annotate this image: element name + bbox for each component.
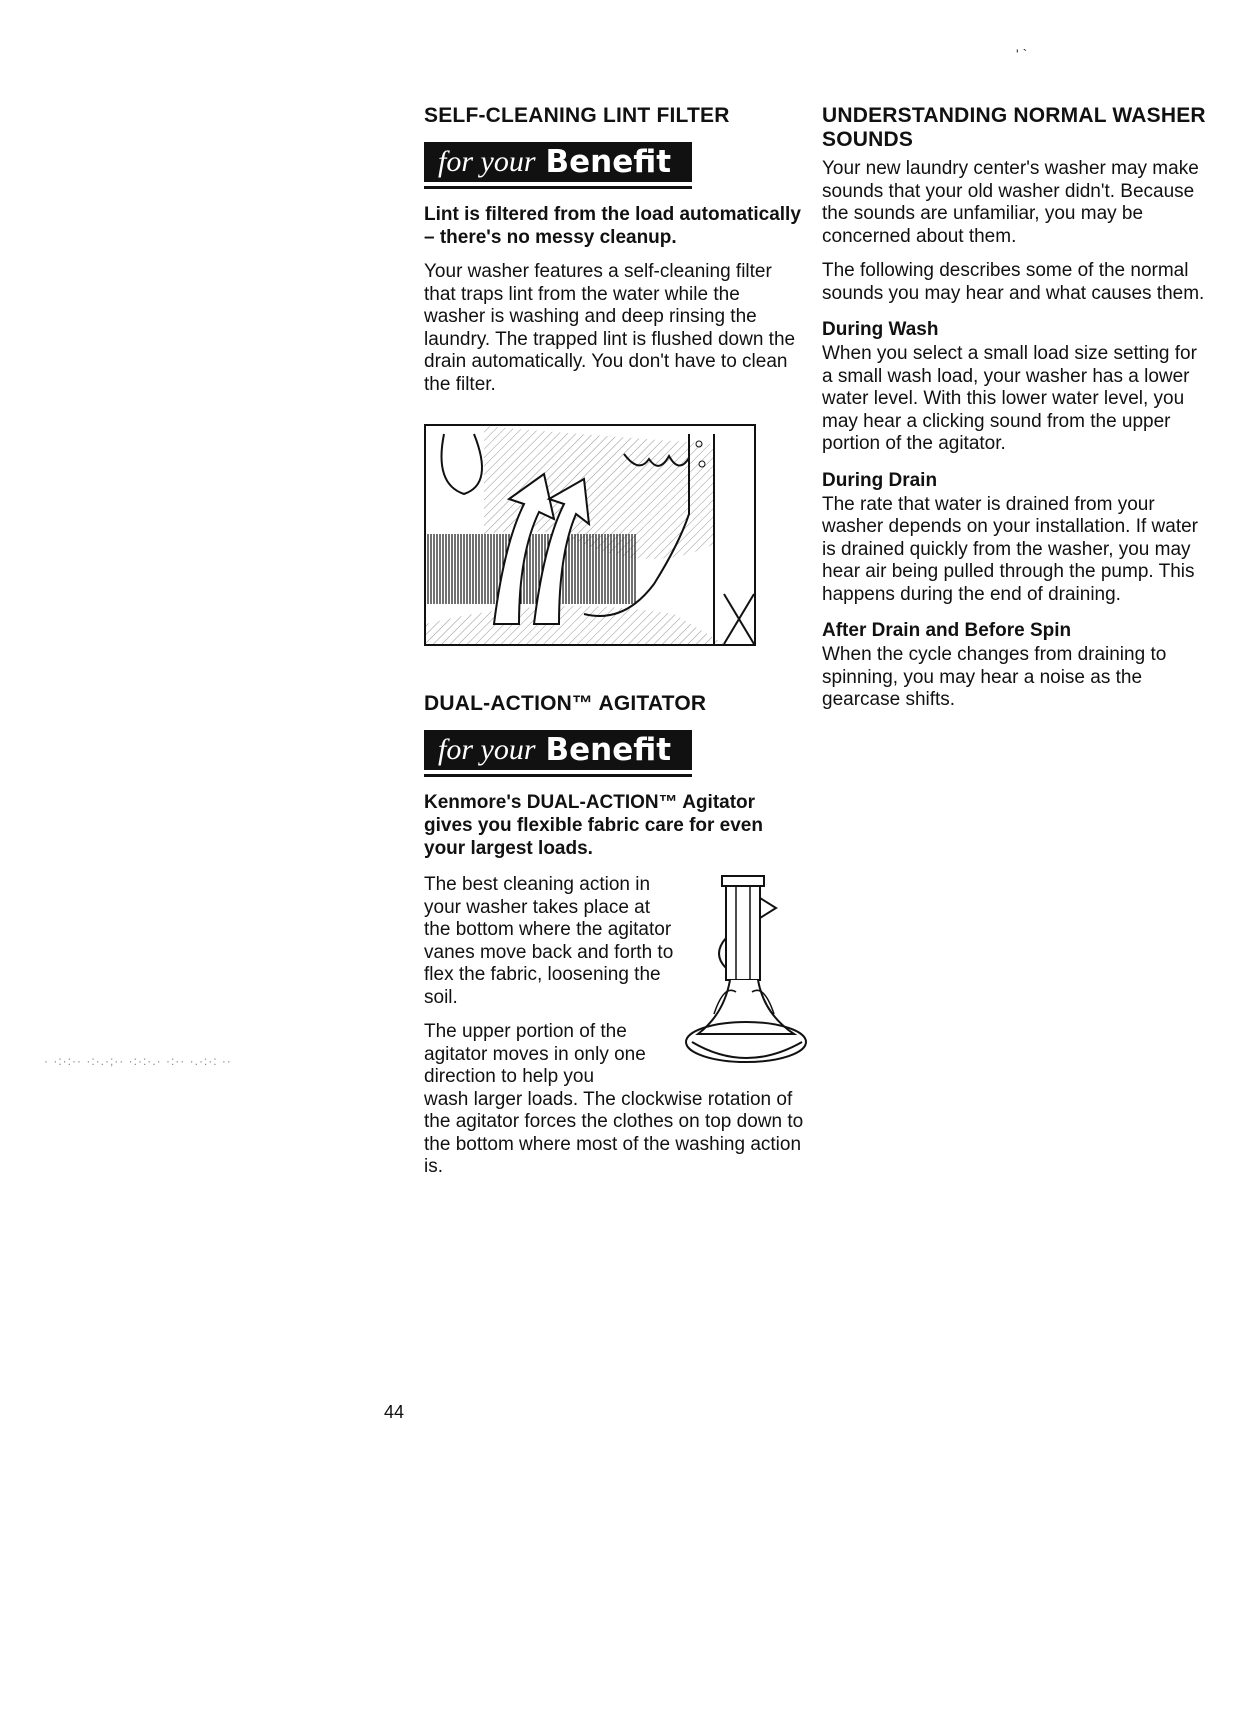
benefit-word: Benefit <box>545 144 672 180</box>
subsection-body: When the cycle changes from draining to spinning, you may hear a noise as the gearcase shifts. <box>822 644 1167 710</box>
lint-filter-illustration <box>424 424 756 646</box>
scan-noise: · ·:·:·· ·:·.·;·· ·:·:·.· ·:·· ·.·:·: ·· <box>44 1054 232 1068</box>
lint-filter-body: Your washer features a self-cleaning filter that traps lint from the water while the washer is washing and deep rinsing the laundry. The trapped lint is flushed down the drain automatically. You don't have to clean the filter. <box>424 261 796 395</box>
agitator-para2-narrow: The upper portion of the agitator moves in only one direction to help you <box>424 1021 646 1087</box>
lint-filter-lead: Lint is filtered from the load automatically – there's no messy cleanup. <box>424 204 801 248</box>
sounds-intro-1: Your new laundry center's washer may make sounds that your old washer didn't. Because the sounds are unfamiliar, you may be concerned about them. <box>822 158 1199 247</box>
agitator-para1: The best cleaning action in your washer takes place at the bottom where the agitator vanes move back and forth to flex the fabric, loosening the soil. <box>424 874 674 1008</box>
agitator-illustration <box>684 874 812 1074</box>
benefit-word: Benefit <box>545 732 672 768</box>
agitator-para2-rest: wash larger loads. The clockwise rotation of the agitator forces the clothes on top down to the bottom where most of the washing action is. <box>424 1088 804 1177</box>
benefit-badge <box>424 730 692 777</box>
subsection-title: After Drain and Before Spin <box>822 620 1072 641</box>
subsection-body: The rate that water is drained from your washer depends on your installation. If water is drained quickly from the washer, you may hear air being pulled through the pump. This happens during the end of draining. <box>822 493 1198 605</box>
agitator-lead: Kenmore's DUAL-ACTION™ Agitator gives you flexible fabric care for even your largest loads. <box>424 792 763 859</box>
page-number: 44 <box>384 1402 405 1422</box>
right-column <box>822 104 1212 712</box>
benefit-badge <box>424 142 692 189</box>
scan-mark: ' ` <box>1016 46 1028 62</box>
sounds-intro-2: The following describes some of the normal sounds you may hear and what causes them. <box>822 260 1205 304</box>
sounds-heading: UNDERSTANDING NORMAL WASHER SOUNDS <box>822 104 1206 151</box>
benefit-for-your: for your <box>438 145 536 178</box>
left-column <box>424 104 804 1179</box>
lint-filter-heading: SELF-CLEANING LINT FILTER <box>424 104 730 127</box>
subsection-title: During Wash <box>822 319 939 340</box>
benefit-for-your: for your <box>438 733 536 766</box>
agitator-heading: DUAL-ACTION™ AGITATOR <box>424 692 707 715</box>
subsection-title: During Drain <box>822 469 938 491</box>
subsection-body: When you select a small load size setting for a small wash load, your washer has a lower water level. With this lower water level, you may hear a clicking sound from the upper portion of the agitator. <box>822 343 1197 454</box>
